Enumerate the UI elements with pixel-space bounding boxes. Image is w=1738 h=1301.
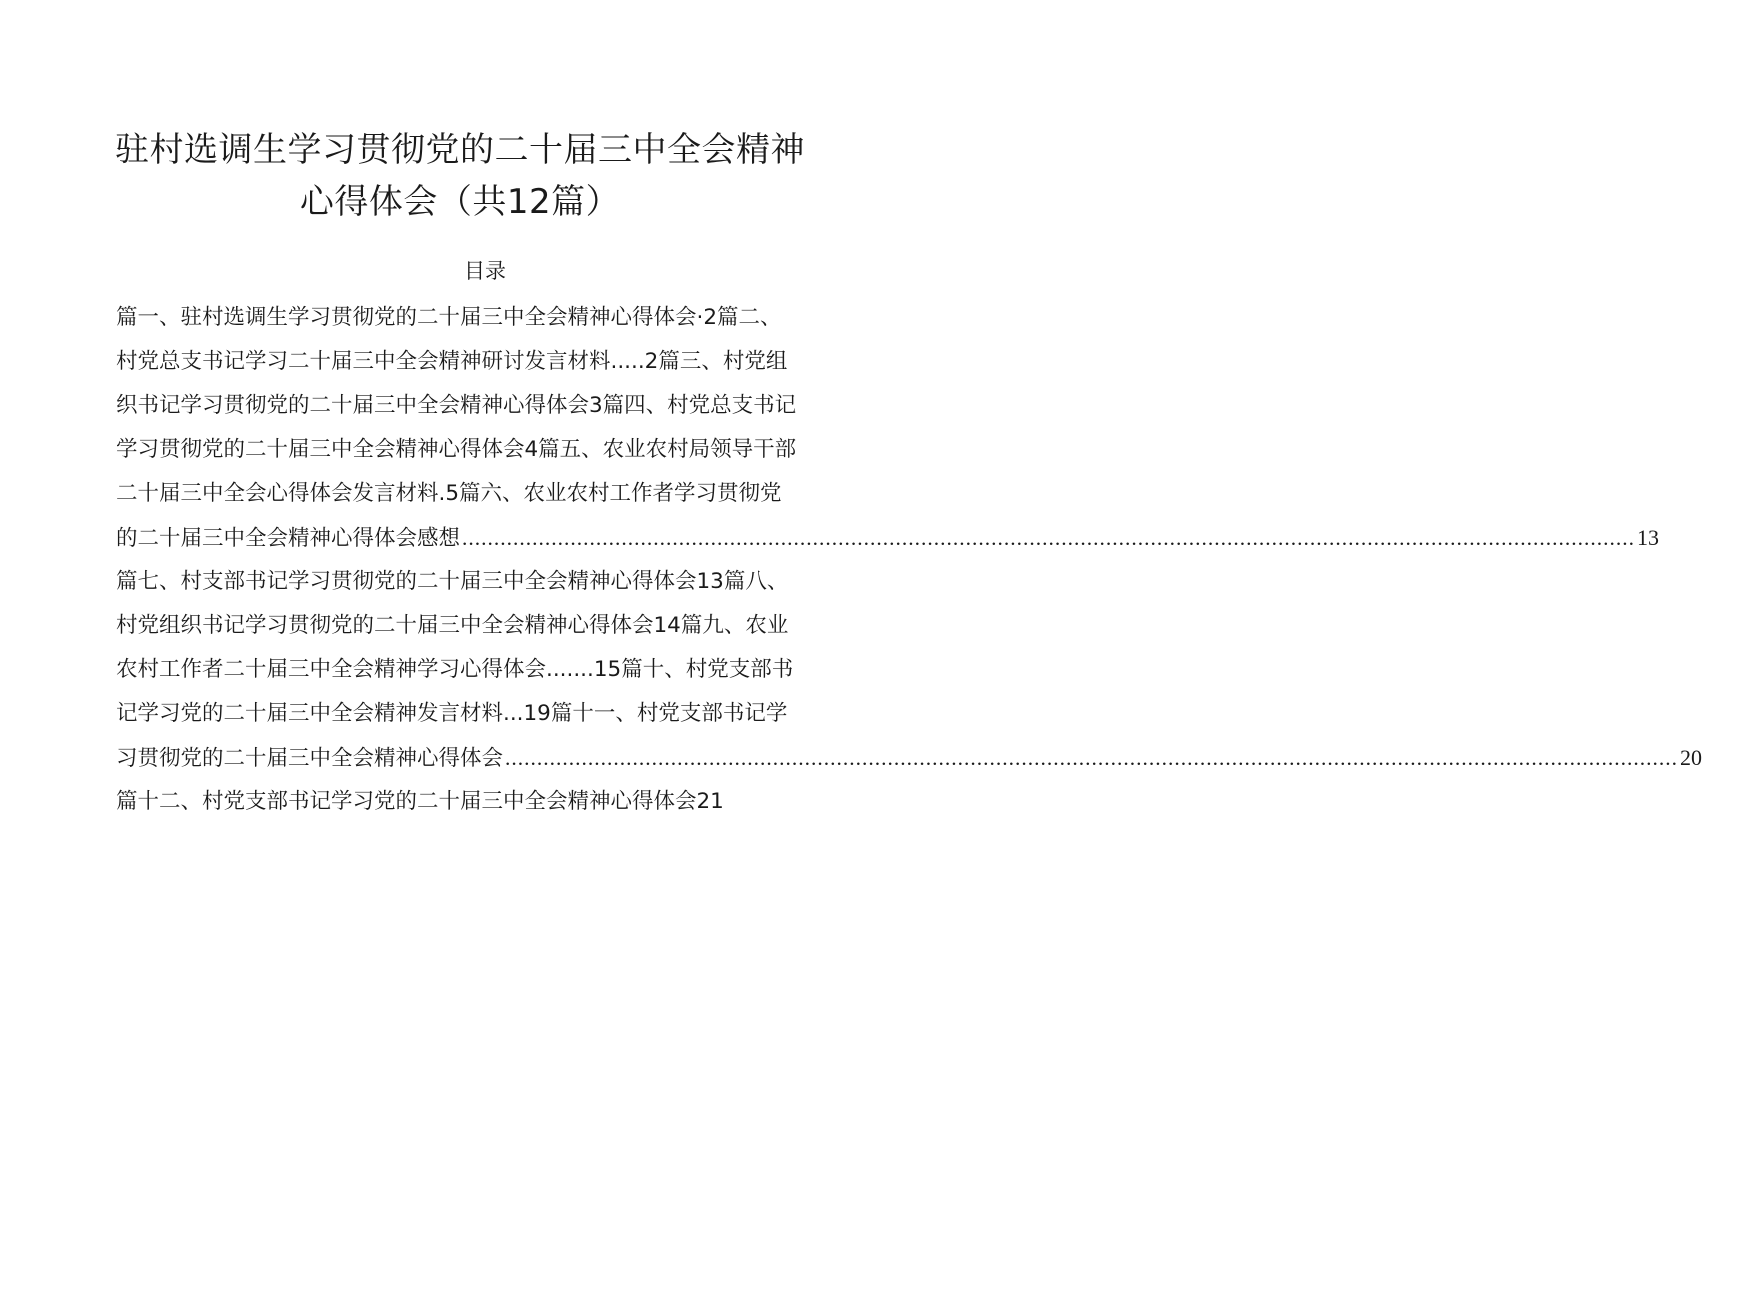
toc-entry-text: 习贯彻党的二十届三中全会精神心得体会 [116,746,504,771]
toc-line: 村党组织书记学习贯彻党的二十届三中全会精神心得体会14篇九、农业 [116,613,789,638]
toc-line: 篇一、驻村选调生学习贯彻党的二十届三中全会精神心得体会·2篇二、 [116,305,782,330]
toc-line: 二十届三中全会心得体会发言材料.5篇六、农业农村工作者学习贯彻党 [116,481,782,506]
toc-line: 学习贯彻党的二十届三中全会精神心得体会4篇五、农业农村局领导干部 [116,437,797,462]
toc-line: 记学习党的二十届三中全会精神发言材料...19篇十一、村党支部书记学 [116,701,788,726]
dot-leader: ........................................................................................................................................................................................ [505,746,1679,770]
toc-line-with-leader [116,736,1703,780]
toc-heading: 目录 [464,259,506,283]
toc-line-with-leader [116,516,1660,560]
toc-line: 织书记学习贯彻党的二十届三中全会精神心得体会3篇四、村党总支书记 [116,393,797,418]
title-line-1: 驻村选调生学习贯彻党的二十届三中全会精神 [115,130,805,170]
table-of-contents [116,296,1703,824]
toc-page-number: 20 [1680,745,1703,770]
toc-line: 篇七、村支部书记学习贯彻党的二十届三中全会精神心得体会13篇八、 [116,569,789,594]
toc-line: 农村工作者二十届三中全会精神学习心得体会.......15篇十、村党支部书 [116,657,794,682]
toc-entry-text: 的二十届三中全会精神心得体会感想 [116,526,461,551]
document-title [0,124,920,228]
toc-page-number: 13 [1637,525,1660,550]
toc-line: 篇十二、村党支部书记学习党的二十届三中全会精神心得体会21 [116,789,724,814]
title-line-2: 心得体会（共12篇） [299,182,621,222]
toc-line: 村党总支书记学习二十届三中全会精神研讨发言材料.....2篇三、村党组 [116,349,788,374]
dot-leader: ........................................................................................................................................................................................ [462,526,1636,550]
